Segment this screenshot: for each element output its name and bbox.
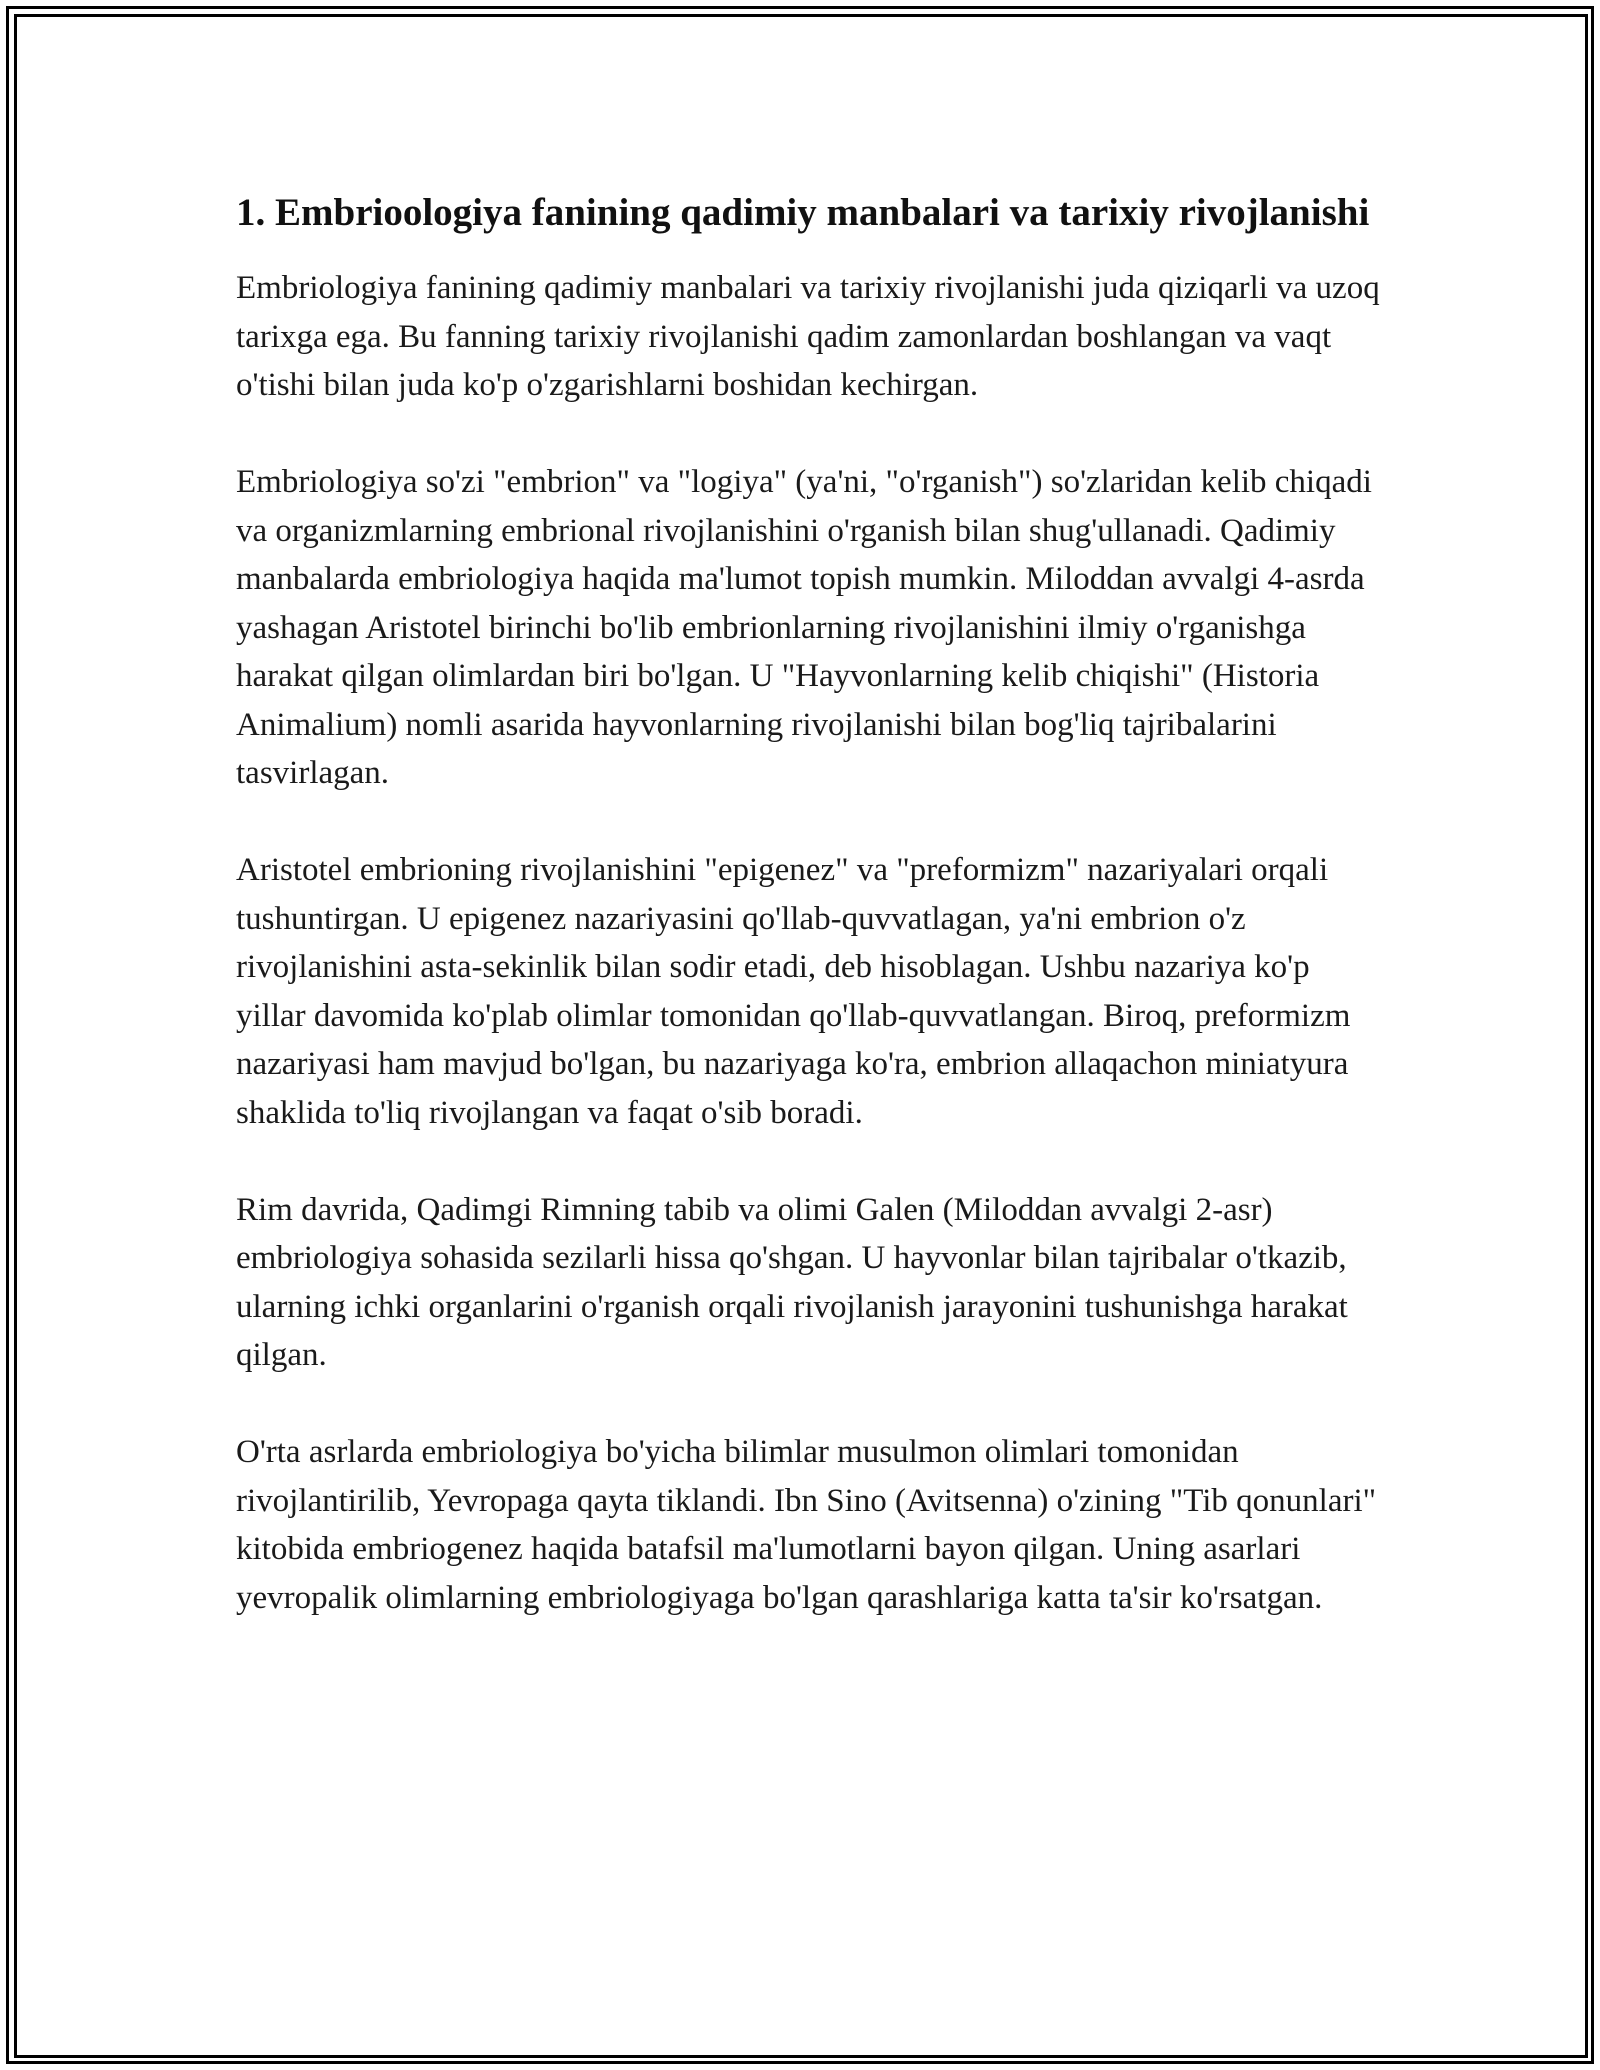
section-heading: 1. Embrioologiya fanining qadimiy manbalari va tarixiy rivojlanishi: [236, 191, 1370, 234]
paragraph-introduction: Embriologiya fanining qadimiy manbalari va tarixiy rivojlanishi juda qiziqarli va uzoq tarixga ega. Bu fanning tarixiy rivojlanishi qadim zamonlardan boshlangan va vaqt o'tishi bilan juda ko'p o'zgarishlarni boshidan kechirgan.: [236, 270, 1380, 403]
paragraph-etymology-aristotle: Embriologiya so'zi "embrion" va "logiya" (ya'ni, "o'rganish") so'zlaridan kelib chiqadi va organizmlarning embrional rivojlanishini o'rganish bilan shug'ullanadi. Qadimiy manbalarda embriologiya haqida ma'lumot topish mumkin. Miloddan avvalgi 4-asrda yashagan Aristotel birinchi bo'lib embrionlarning rivojlanishini ilmiy o'rganishga harakat qilgan olimlardan biri bo'lgan. U "Hayvonlarning kelib chiqishi" (Historia Animalium) nomli asarida hayvonlarning rivojlanishi bilan bog'liq tajribalarini tasvirlagan.: [236, 464, 1372, 791]
document-body: [236, 186, 1386, 1622]
paragraph-epigenesis-preformism: Aristotel embrioning rivojlanishini "epigenez" va "preformizm" nazariyalari orqali tushuntirgan. U epigenez nazariyasini qo'llab-quvvatlagan, ya'ni embrion o'z rivojlanishini asta-sekinlik bilan sodir etadi, deb hisoblagan. Ushbu nazariya ko'p yillar davomida ko'plab olimlar tomonidan qo'llab-quvvatlangan. Biroq, preformizm nazariyasi ham mavjud bo'lgan, bu nazariyaga ko'ra, embrion allaqachon miniatyura shaklida to'liq rivojlangan va faqat o'sib boradi.: [236, 852, 1351, 1131]
paragraph-middle-ages: O'rta asrlarda embriologiya bo'yicha bilimlar musulmon olimlari tomonidan rivojlantirilib, Yevropaga qayta tiklandi. Ibn Sino (Avitsenna) o'zining "Tib qonunlari" kitobida embriogenez haqida batafsil ma'lumotlarni bayon qilgan. Uning asarlari yevropalik olimlarning embriologiyaga bo'lgan qarashlariga katta ta'sir ko'rsatgan.: [236, 1434, 1377, 1616]
paragraph-galen: Rim davrida, Qadimgi Rimning tabib va olimi Galen (Miloddan avvalgi 2-asr) embriologiya sohasida sezilarli hissa qo'shgan. U hayvonlar bilan tajribalar o'tkazib, ularning ichki organlarini o'rganish orqali rivojlanish jarayonini tushunishga harakat qilgan.: [236, 1191, 1348, 1373]
